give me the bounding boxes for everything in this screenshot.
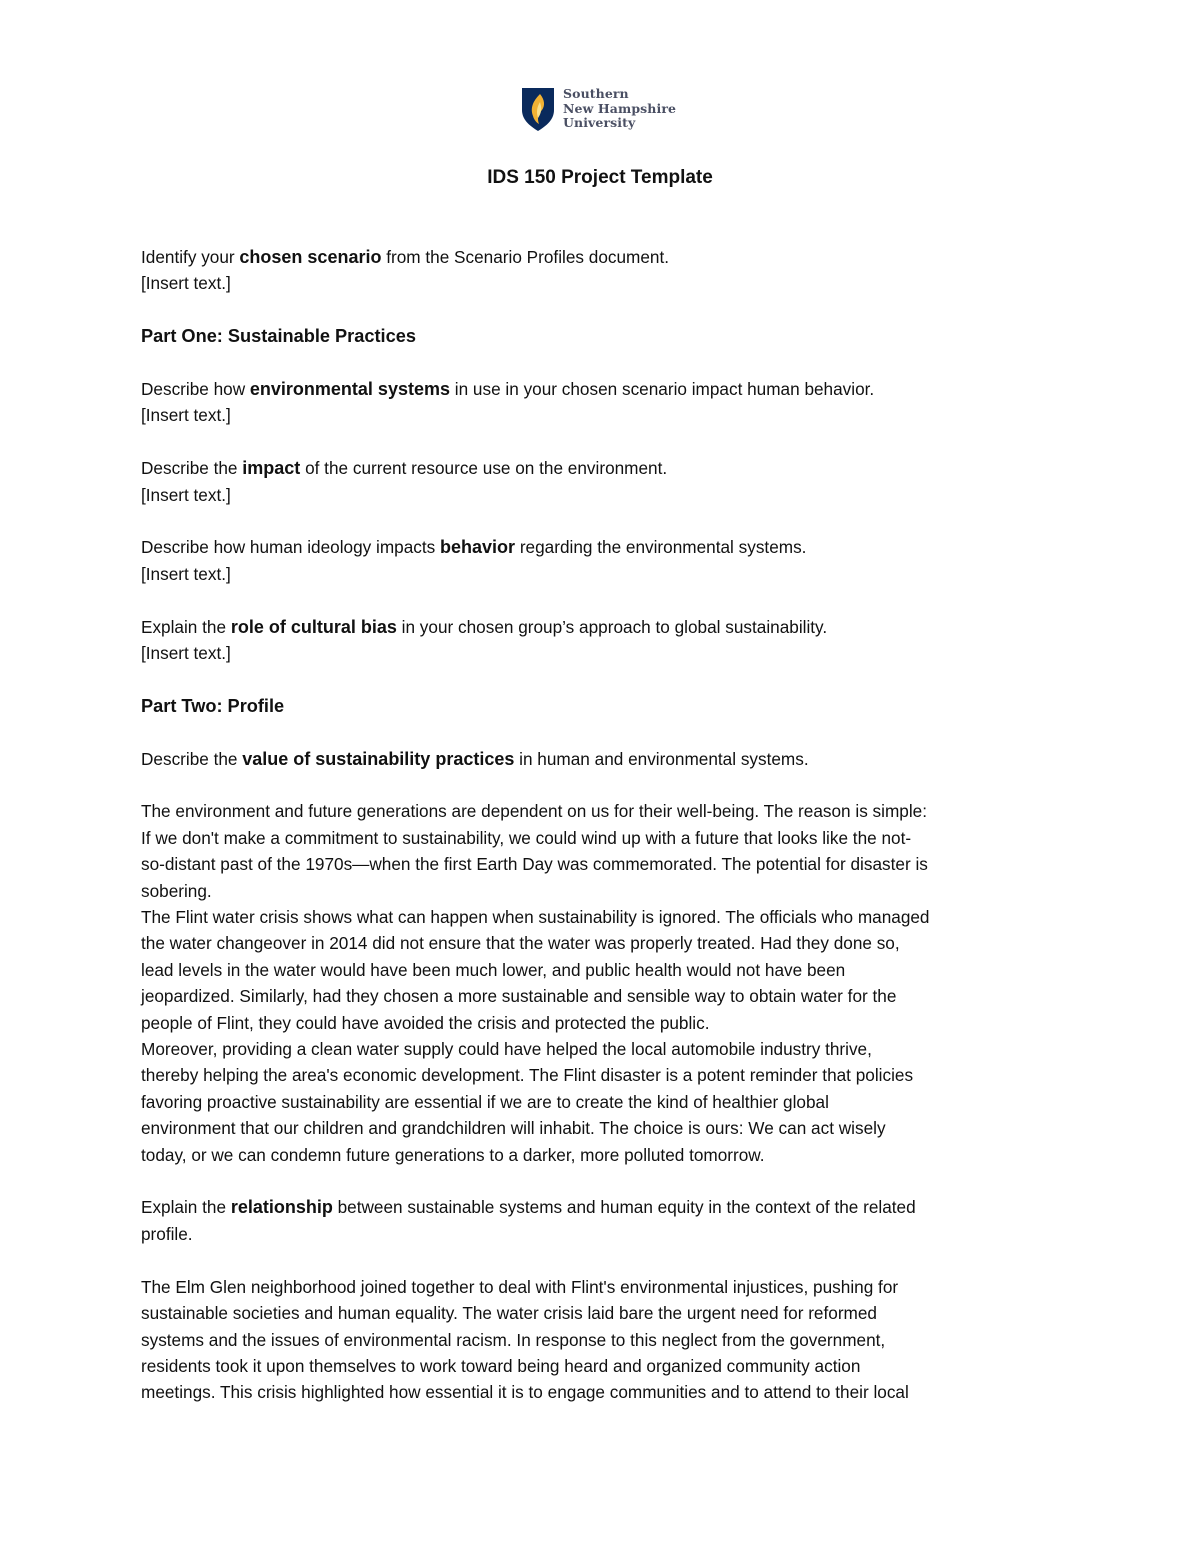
answer-line: The environment and future generations are dependent on us for their well-being. The reason is simple: [141,801,928,822]
prompt-keyword: environmental systems [249,379,450,399]
prompt-keyword: impact [242,458,301,479]
answer-line: residents took it upon themselves to work toward being heard and organized community action [141,1355,861,1376]
part-two-question-2-cont: profile. [141,1223,193,1244]
answer-line: sustainable societies and human equality. The water crisis laid bare the urgent need for reformed [141,1303,877,1324]
scenario-prompt [141,244,1061,270]
prompt-text: Describe how [141,379,250,399]
part-two-question-1 [141,746,1061,772]
part-two-heading: Part Two: Profile [141,695,285,716]
answer-line: meetings. This crisis highlighted how essential it is to engage communities and to attend to their local [141,1382,909,1403]
logo-line-1: Southern [563,86,629,102]
part-one-answer-2[interactable]: [Insert text.] [141,484,231,505]
answer-line: thereby helping the area's economic development. The Flint disaster is a potent reminder that policies [141,1065,914,1086]
prompt-text: from the Scenario Profiles document. [381,247,670,267]
answer-line: the water changeover in 2014 did not ensure that the water was properly treated. Had they done so, [141,933,900,954]
answer-line: environment that our children and grandchildren will inhabit. The choice is ours: We can act wisely [141,1118,886,1139]
part-one-question-2 [141,455,1061,481]
prompt-keyword: behavior [440,537,516,558]
answer-line: Moreover, providing a clean water supply could have helped the local automobile industry thrive, [141,1039,872,1060]
prompt-keyword: role of cultural bias [230,616,397,637]
logo-line-3: University [563,115,636,131]
prompt-text: regarding the environmental systems. [515,537,807,558]
answer-line: The Elm Glen neighborhood joined together to deal with Flint's environmental injustices, pushing for [141,1276,899,1297]
prompt-text: Explain the [141,1197,231,1218]
prompt-text: in use in your chosen scenario impact human behavior. [450,379,875,399]
part-one-heading: Part One: Sustainable Practices [141,326,416,347]
answer-line: systems and the issues of environmental racism. In response to this neglect from the government, [141,1329,886,1350]
logo-wordmark [563,87,676,131]
part-one-question-3 [141,534,1061,560]
prompt-text: in human and environmental systems. [514,748,809,769]
logo-line-2: New Hampshire [563,100,677,116]
prompt-keyword: relationship [230,1197,333,1218]
answer-line: people of Flint, they could have avoided the crisis and protected the public. [141,1012,710,1033]
prompt-text: Describe the [141,748,243,769]
document-body [141,244,1061,1406]
part-two-answer-2[interactable] [141,1274,1061,1406]
shield-flame-icon [521,86,555,132]
prompt-text: Identify your [141,247,240,267]
part-one-answer-4[interactable]: [Insert text.] [141,643,231,664]
part-one-answer-3[interactable]: [Insert text.] [141,563,231,584]
answer-line: so-distant past of the 1970s—when the first Earth Day was commemorated. The potential for disaster is [141,854,928,875]
answer-line: today, or we can condemn future generations to a darker, more polluted tomorrow. [141,1144,765,1165]
part-one-answer-1[interactable]: [Insert text.] [141,405,231,426]
prompt-keyword: value of sustainability practices [242,748,515,769]
answer-line: lead levels in the water would have been much lower, and public health would not have been [141,959,846,980]
scenario-answer[interactable]: [Insert text.] [141,273,231,294]
part-one-question-1 [141,376,1061,402]
answer-line: jeopardized. Similarly, had they chosen a more sustainable and sensible way to obtain water for the [141,986,897,1007]
university-logo [521,85,691,133]
part-two-question-2 [141,1194,1061,1220]
prompt-text: Describe the [141,458,243,479]
answer-line: The Flint water crisis shows what can happen when sustainability is ignored. The officials who managed [141,907,930,928]
prompt-text: of the current resource use on the environment. [300,458,668,479]
prompt-text: in your chosen group’s approach to global sustainability. [396,616,828,637]
part-two-answer-1[interactable] [141,798,1061,1168]
prompt-text: Describe how human ideology impacts [141,537,441,558]
part-one-question-4 [141,614,1061,640]
answer-line: favoring proactive sustainability are essential if we are to create the kind of healthier global [141,1091,829,1112]
document-title: IDS 150 Project Template [487,167,713,188]
prompt-text: Explain the [141,616,231,637]
answer-line: sobering. [141,880,212,901]
prompt-keyword: chosen scenario [239,247,382,267]
prompt-text: between sustainable systems and human equity in the context of the related [332,1197,916,1218]
answer-line: If we don't make a commitment to sustainability, we could wind up with a future that looks like the not- [141,827,912,848]
